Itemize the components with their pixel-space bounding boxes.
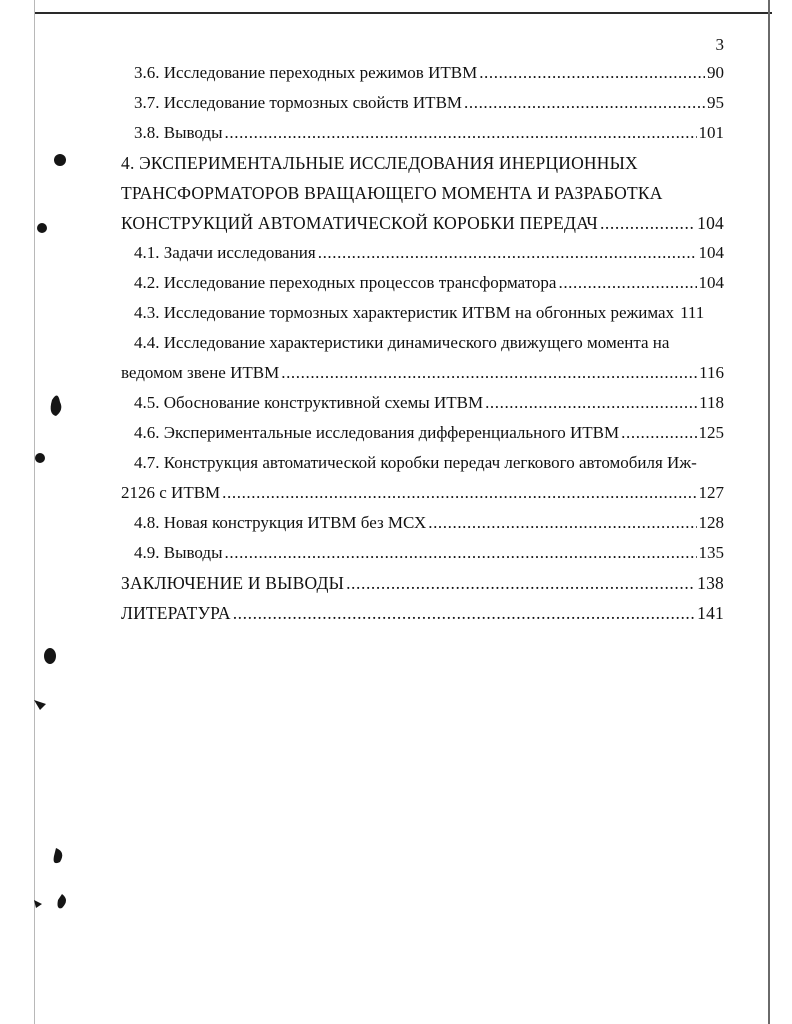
toc-entry-title: 3.6. Исследование переходных режимов ИТВМ bbox=[134, 63, 478, 82]
toc-entry-title: ведомом звене ИТВМ bbox=[121, 363, 280, 382]
toc-entry-title: 4.9. Выводы bbox=[134, 543, 223, 562]
toc-entry-title: ЛИТЕРАТУРА bbox=[121, 603, 231, 623]
toc-entry-title: 4.5. Обоснование конструктивной схемы ИТВМ bbox=[134, 393, 484, 412]
toc-entry-page: 104 bbox=[698, 243, 724, 262]
toc-entry-page: 128 bbox=[698, 513, 724, 532]
toc-entry-page: 125 bbox=[698, 423, 724, 442]
page-number: 3 bbox=[715, 35, 724, 54]
toc-entry-page: 135 bbox=[698, 543, 724, 562]
toc-entry-title: 3.7. Исследование тормозных свойств ИТВМ bbox=[134, 93, 463, 112]
toc-chapter-4-line2[interactable]: ТРАНСФОРМАТОРОВ ВРАЩАЮЩЕГО МОМЕНТА И РАЗРАБОТКА bbox=[121, 183, 663, 203]
toc-entry-page: 138 bbox=[697, 573, 724, 593]
toc-entry-title: КОНСТРУКЦИЙ АВТОМАТИЧЕСКОЙ КОРОБКИ ПЕРЕДАЧ bbox=[121, 213, 598, 233]
toc-entry-page: 127 bbox=[698, 483, 724, 502]
ink-blot-marks bbox=[34, 154, 66, 908]
toc-entry-page: 141 bbox=[697, 603, 724, 623]
toc-chapter-4-line1[interactable]: 4. ЭКСПЕРИМЕНТАЛЬНЫЕ ИССЛЕДОВАНИЯ ИНЕРЦИОННЫХ bbox=[121, 153, 638, 173]
toc-entry-page: 111 bbox=[680, 303, 705, 322]
toc-entry-page: 118 bbox=[699, 393, 724, 412]
toc-entry-title: 4.8. Новая конструкция ИТВМ без МСХ bbox=[134, 513, 427, 532]
toc-entry-page: 101 bbox=[698, 123, 724, 142]
toc-entry-page: 90 bbox=[707, 63, 724, 82]
toc-entry-title: 4.1. Задачи исследования bbox=[134, 243, 316, 262]
toc-entry-4-4-line1[interactable]: 4.4. Исследование характеристики динамического движущего момента на bbox=[134, 333, 670, 352]
toc-entry-title: 3.8. Выводы bbox=[134, 123, 223, 142]
toc-entry-title: 4.2. Исследование переходных процессов трансформатора bbox=[134, 273, 557, 292]
toc-entry-title: 4.6. Экспериментальные исследования дифференциального ИТВМ bbox=[134, 423, 620, 442]
toc-entry-page: 104 bbox=[698, 273, 724, 292]
toc-entry-4-7-line1[interactable]: 4.7. Конструкция автоматической коробки передач легкового автомобиля Иж- bbox=[134, 453, 697, 472]
toc-entry-page: 116 bbox=[699, 363, 724, 382]
toc-entry-page: 95 bbox=[707, 93, 724, 112]
toc-entry-title: 2126 с ИТВМ bbox=[121, 483, 221, 502]
toc-entry-title: ЗАКЛЮЧЕНИЕ И ВЫВОДЫ bbox=[121, 573, 345, 593]
toc-entry-title: 4.3. Исследование тормозных характеристик ИТВМ на обгонных режимах bbox=[134, 303, 675, 322]
toc-entry-page: 104 bbox=[697, 213, 724, 233]
